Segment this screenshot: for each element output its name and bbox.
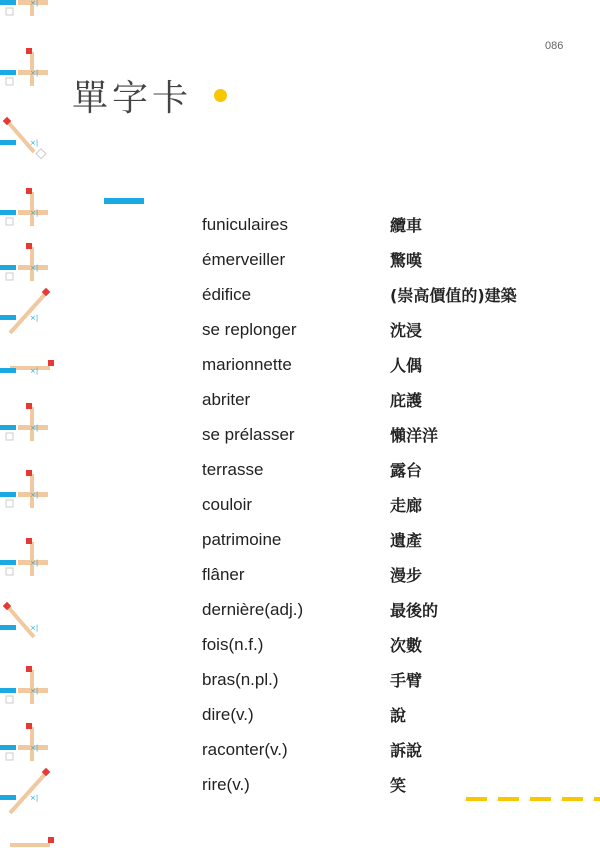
chinese-translation: 遺產 (390, 531, 423, 550)
french-word: patrimoine (202, 529, 282, 549)
dashed-divider (466, 797, 600, 801)
chinese-translation: 漫步 (390, 566, 423, 585)
svg-text:×|: ×| (30, 624, 39, 632)
chinese-translation: 訴說 (390, 741, 423, 760)
chinese-translation: 人偶 (390, 356, 423, 375)
french-word: émerveiller (202, 249, 286, 269)
page-number: 086 (545, 40, 564, 52)
list-item (202, 522, 582, 557)
list-item (202, 697, 582, 732)
list-item (202, 592, 582, 627)
french-word: funiculaires (202, 214, 288, 234)
svg-text:×|: ×| (30, 794, 39, 802)
french-word: rire(v.) (202, 774, 250, 794)
chinese-translation: 笑 (390, 776, 407, 795)
french-word: couloir (202, 494, 253, 514)
chinese-translation: 說 (390, 706, 407, 725)
french-word: édifice (202, 284, 252, 304)
french-word: abriter (202, 389, 251, 409)
list-item (202, 452, 582, 487)
list-item (202, 662, 582, 697)
railway-signal-flag-icon (0, 0, 48, 16)
vocabulary-list (202, 207, 582, 802)
french-word: raconter(v.) (202, 739, 288, 759)
chinese-translation: 走廊 (390, 496, 423, 515)
french-word: terrasse (202, 459, 264, 479)
french-word: se prélasser (202, 424, 295, 444)
chinese-translation: 沈浸 (390, 321, 423, 340)
chinese-translation: 手臂 (390, 671, 423, 690)
list-item (202, 312, 582, 347)
list-item (202, 417, 582, 452)
french-word: se replonger (202, 319, 297, 339)
chinese-translation: (崇高價值的)建築 (390, 286, 517, 305)
svg-text:×|: ×| (30, 367, 39, 375)
french-word: dernière(adj.) (202, 599, 304, 619)
french-word: fois(n.f.) (202, 634, 264, 654)
chinese-translation: 次數 (390, 636, 423, 655)
chinese-translation: 露台 (390, 461, 423, 480)
list-item (202, 557, 582, 592)
page-title: 單字卡 (72, 78, 193, 119)
section-accent-bar (104, 198, 144, 204)
chinese-translation: 驚嘆 (390, 251, 423, 270)
list-item (202, 347, 582, 382)
list-item (202, 207, 582, 242)
chinese-translation: 懶洋洋 (390, 426, 439, 445)
list-item (202, 487, 582, 522)
french-word: bras(n.pl.) (202, 669, 279, 689)
chinese-translation: 庇護 (390, 391, 423, 410)
left-margin-decoration (0, 0, 60, 848)
list-item (202, 242, 582, 277)
title-block (72, 70, 227, 121)
yellow-dot-icon (214, 89, 227, 102)
chinese-translation: 纜車 (390, 216, 423, 235)
svg-text:×|: ×| (30, 0, 39, 7)
list-item (202, 277, 582, 312)
list-item (202, 732, 582, 767)
french-word: marionnette (202, 354, 292, 374)
list-item (202, 627, 582, 662)
french-word: flâner (202, 564, 245, 584)
svg-text:×|: ×| (30, 139, 39, 147)
list-item (202, 382, 582, 417)
french-word: dire(v.) (202, 704, 254, 724)
svg-text:×|: ×| (30, 314, 39, 322)
chinese-translation: 最後的 (390, 601, 439, 620)
